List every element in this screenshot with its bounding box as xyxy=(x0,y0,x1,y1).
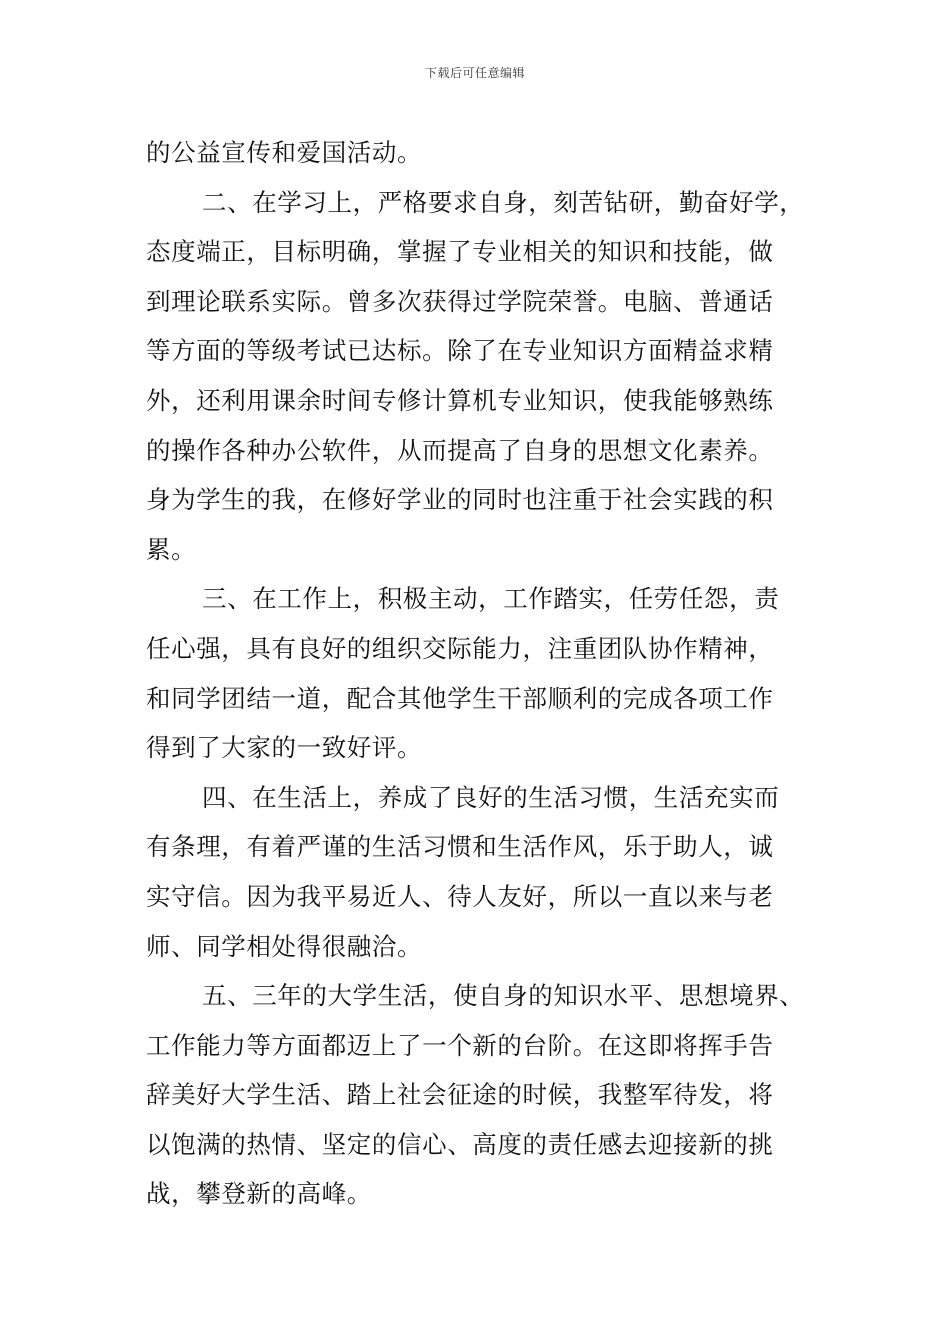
paragraph-line: 以饱满的热情、坚定的信心、高度的责任感去迎接新的挑 xyxy=(146,1129,774,1159)
paragraph-line: 到理论联系实际。曾多次获得过学院荣誉。电脑、普通话 xyxy=(146,286,774,316)
paragraph-line: 五、三年的大学生活，使自身的知识水平、思想境界、 xyxy=(202,981,805,1011)
paragraph-line: 得到了大家的一致好评。 xyxy=(146,733,423,763)
paragraph-line: 等方面的等级考试已达标。除了在专业知识方面精益求精 xyxy=(146,336,774,366)
document-body xyxy=(146,128,846,1219)
paragraph-line: 累。 xyxy=(146,534,197,564)
paragraph-line: 任心强，具有良好的组织交际能力，注重团队协作精神， xyxy=(146,633,774,663)
paragraph-line: 的操作各种办公软件，从而提高了自身的思想文化素养。 xyxy=(146,435,774,465)
paragraph-line: 战，攀登新的高峰。 xyxy=(146,1179,372,1209)
paragraph-line: 的公益宣传和爱国活动。 xyxy=(146,138,423,167)
paragraph-line: 和同学团结一道，配合其他学生干部顺利的完成各项工作 xyxy=(146,683,774,713)
paragraph-line: 辞美好大学生活、踏上社会征途的时候，我整军待发，将 xyxy=(146,1080,774,1110)
paragraph-line: 外，还利用课余时间专修计算机专业知识，使我能够熟练 xyxy=(146,385,774,415)
paragraph-line: 实守信。因为我平易近人、待人友好，所以一直以来与老 xyxy=(146,881,774,911)
page-header-note: 下载后可任意编辑 xyxy=(424,66,525,80)
paragraph-line: 四、在生活上，养成了良好的生活习惯，生活充实而 xyxy=(202,782,780,812)
paragraph-line: 身为学生的我，在修好学业的同时也注重于社会实践的积 xyxy=(146,485,774,515)
paragraph-line: 三、在工作上，积极主动，工作踏实，任劳任怨，责 xyxy=(202,584,780,614)
paragraph-line: 态度端正，目标明确，掌握了专业相关的知识和技能，做 xyxy=(146,237,774,267)
paragraph-line: 二、在学习上，严格要求自身，刻苦钻研，勤奋好学， xyxy=(202,187,805,217)
paragraph-line: 工作能力等方面都迈上了一个新的台阶。在这即将挥手告 xyxy=(146,1030,774,1060)
paragraph-line: 师、同学相处得很融洽。 xyxy=(146,931,423,961)
paragraph-line: 有条理，有着严谨的生活习惯和生活作风，乐于助人，诚 xyxy=(146,832,774,862)
